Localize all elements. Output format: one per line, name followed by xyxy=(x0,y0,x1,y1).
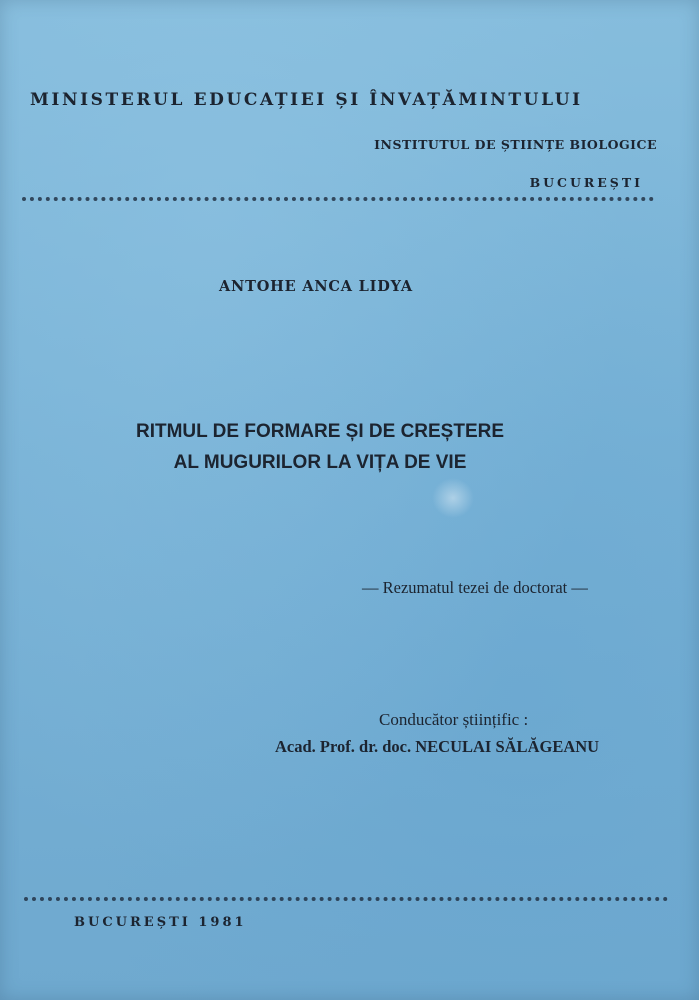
ministry-name: MINISTERUL EDUCAȚIEI ȘI ÎNVAȚĂMINTULUI xyxy=(30,90,583,110)
author-name: ANTOHE ANCA LIDYA xyxy=(219,278,413,295)
bottom-dotted-divider xyxy=(24,897,668,901)
header-city: BUCUREȘTI xyxy=(529,175,643,190)
advisor-label: Conducător științific : xyxy=(379,710,529,729)
publication-place-year: BUCUREȘTI 1981 xyxy=(74,915,247,930)
advisor-name: Acad. Prof. dr. doc. NECULAI SĂLĂGEANU xyxy=(275,737,600,756)
thesis-subtitle: — Rezumatul tezei de doctorat — xyxy=(362,578,588,597)
institute-name: INSTITUTUL DE ȘTIINȚE BIOLOGICE xyxy=(374,137,657,152)
thesis-title xyxy=(110,416,530,478)
paper-stain xyxy=(432,478,474,518)
top-dotted-divider xyxy=(22,197,654,201)
thesis-title-line-2: AL MUGURILOR LA VIȚA DE VIE xyxy=(173,452,467,473)
thesis-title-line-1: RITMUL DE FORMARE ȘI DE CREȘTERE xyxy=(135,421,505,442)
